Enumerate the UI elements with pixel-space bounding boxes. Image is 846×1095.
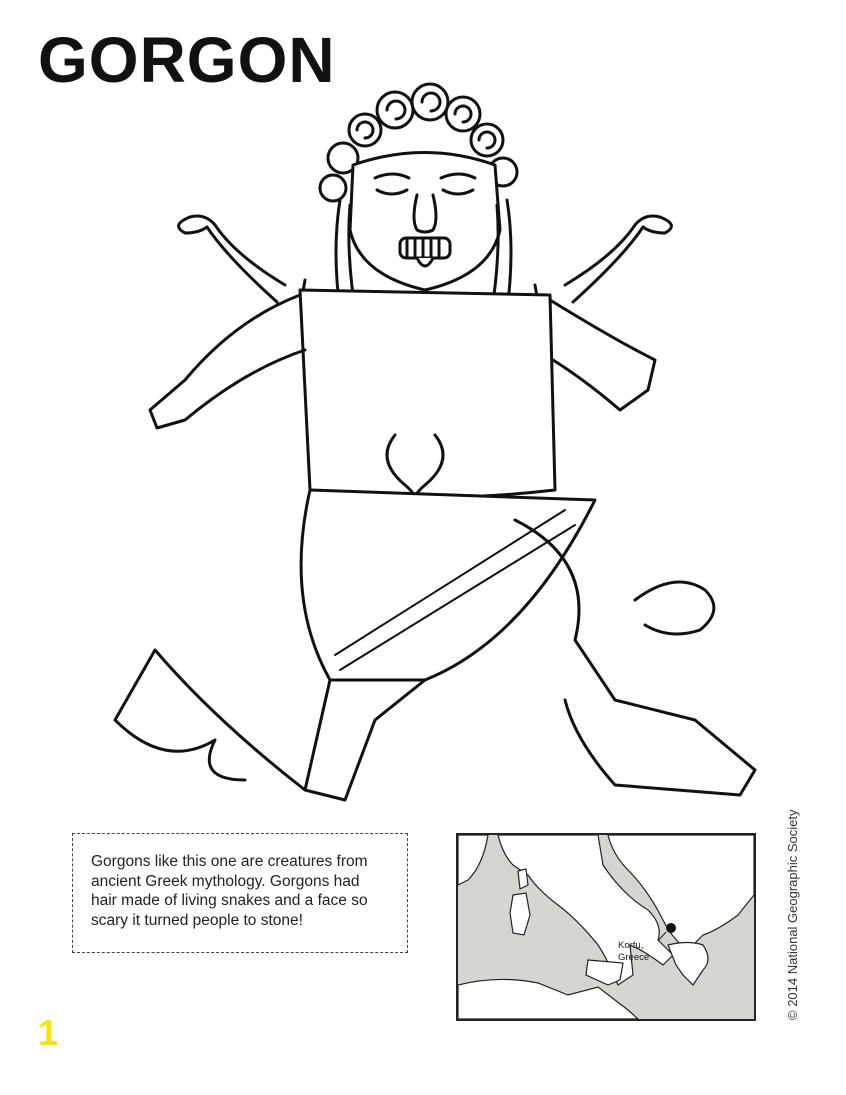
- leg-left: [305, 680, 425, 800]
- snake-left: [179, 216, 285, 302]
- arm-right: [550, 300, 655, 410]
- map-label-line2: Greece: [618, 952, 650, 963]
- land-africa: [458, 979, 638, 1019]
- page-title: GORGON: [38, 24, 336, 96]
- land-corsica: [518, 869, 528, 889]
- wing: [635, 582, 714, 634]
- snake-right: [565, 216, 671, 302]
- face: [350, 153, 500, 291]
- torso: [300, 290, 555, 498]
- map-marker: [666, 923, 676, 933]
- location-map: [456, 833, 756, 1021]
- land-greece: [668, 943, 708, 986]
- leg-left-foot: [115, 650, 305, 790]
- info-box: [72, 833, 408, 953]
- map-label: [618, 940, 649, 964]
- map-drawing: [458, 835, 754, 1019]
- copyright-notice: © 2014 National Geographic Society: [785, 809, 800, 1020]
- map-label-line1: Korfu,: [618, 940, 644, 951]
- info-text: Gorgons like this one are creatures from ancient Greek mythology. Gorgons had hair made of living snakes and a face so scary it turned people to stone!: [91, 853, 368, 929]
- page-number: 1: [38, 1012, 59, 1053]
- gorgon-illustration: [95, 80, 775, 820]
- arm-left: [150, 295, 305, 428]
- land-sardinia: [510, 893, 530, 935]
- land-iberia: [458, 835, 488, 885]
